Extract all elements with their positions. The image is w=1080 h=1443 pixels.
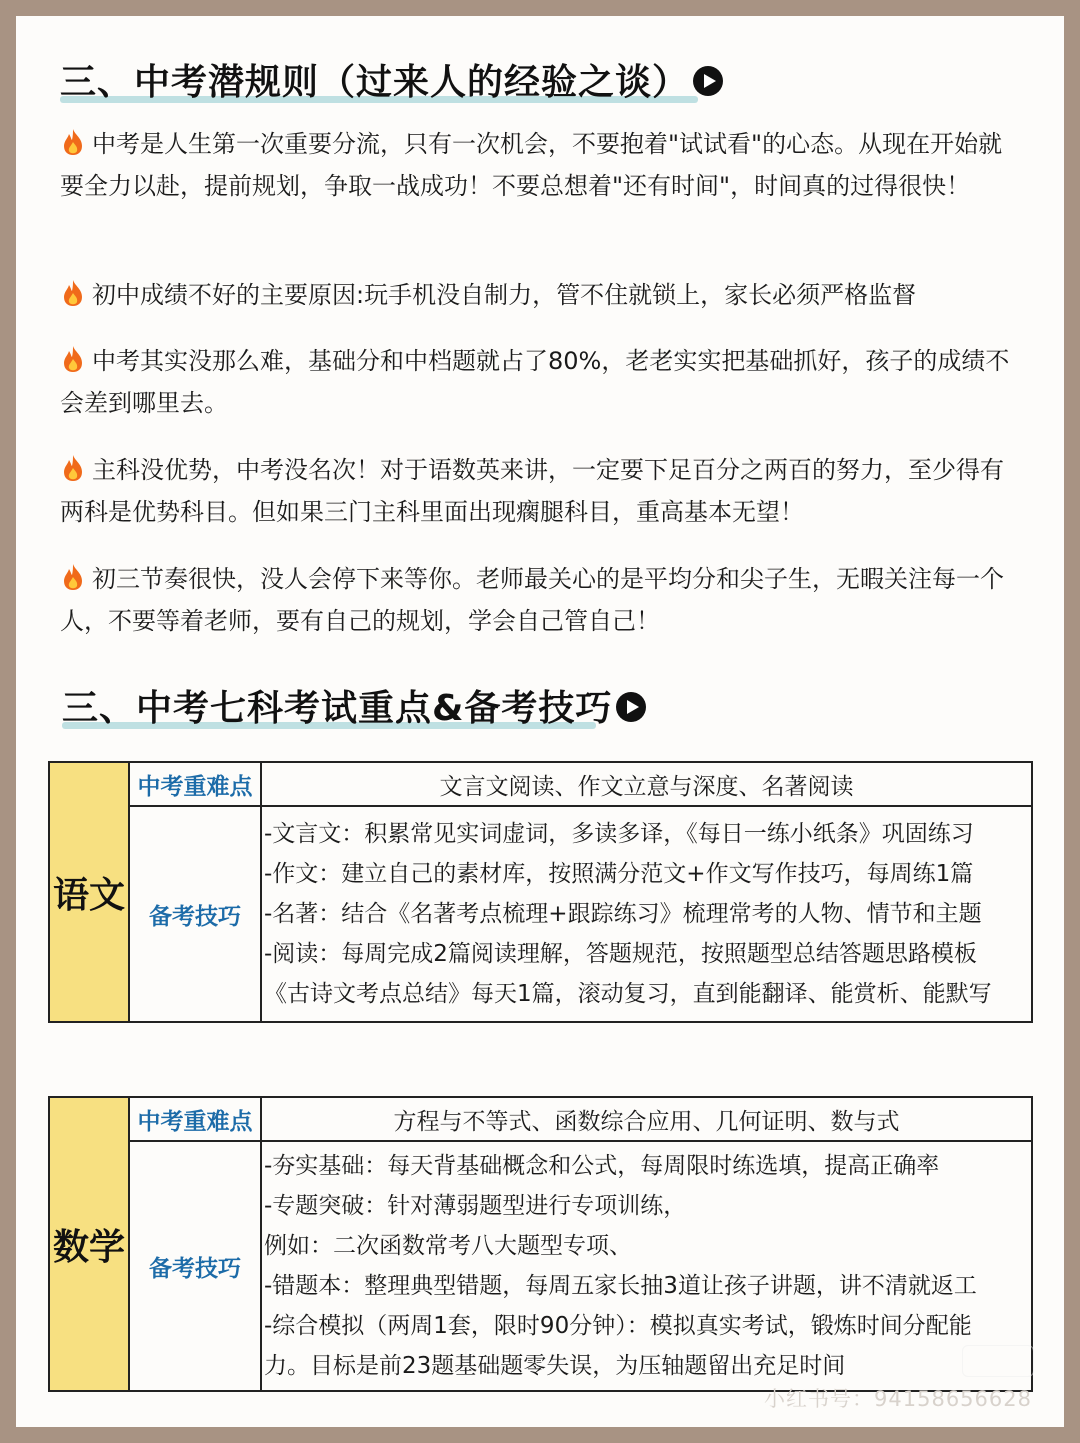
paragraph-3-text: 中考其实没那么难，基础分和中档题就占了80%，老老实实把基础抓好，孩子的成绩不会差到哪里去。 bbox=[60, 347, 1010, 417]
section1-title-text: 三、中考潜规则（过来人的经验之谈） bbox=[60, 62, 690, 103]
focus-label: 中考重难点 bbox=[129, 762, 261, 806]
fire-icon bbox=[60, 345, 86, 373]
tip-line: -文言文：积累常见实词虚词，多读多译，《每日一练小纸条》巩固练习 bbox=[264, 821, 974, 847]
focus-text: 方程与不等式、函数综合应用、几何证明、数与式 bbox=[261, 1097, 1032, 1141]
document-page bbox=[16, 16, 1064, 1427]
tips-list bbox=[261, 806, 1032, 1022]
tip-line: -阅读：每周完成2篇阅读理解，答题规范，按照题型总结答题思路模板 bbox=[264, 941, 977, 967]
tip-line: -专题突破：针对薄弱题型进行专项训练， bbox=[264, 1193, 687, 1219]
tip-line: -夯实基础：每天背基础概念和公式，每周限时练选填，提高正确率 bbox=[264, 1153, 940, 1179]
tip-line: 例如：二次函数常考八大题型专项、 bbox=[264, 1233, 632, 1259]
fire-icon bbox=[60, 454, 86, 482]
tip-line: 力。目标是前23题基础题零失误，为压轴题留出充足时间 bbox=[264, 1353, 846, 1379]
paragraph-5 bbox=[60, 558, 1020, 642]
paragraph-5-text: 初三节奏很快，没人会停下来等你。老师最关心的是平均分和尖子生，无暇关注每一个人，不要等着老师，要有自己的规划，学会自己管自己！ bbox=[60, 565, 1004, 635]
subject-name: 数学 bbox=[49, 1097, 129, 1391]
watermark-logo bbox=[962, 1345, 1034, 1377]
section1-title bbox=[60, 54, 723, 105]
tip-line: -综合模拟（两周1套，限时90分钟）：模拟真实考试，锻炼时间分配能 bbox=[264, 1313, 972, 1339]
tips-list bbox=[261, 1141, 1032, 1391]
tips-label: 备考技巧 bbox=[129, 806, 261, 1022]
tip-line: 《古诗文考点总结》每天1篇，滚动复习，直到能翻译、能赏析、能默写 bbox=[264, 981, 992, 1007]
watermark: 小红书号：94158656628 bbox=[764, 1387, 1032, 1411]
fire-icon bbox=[60, 128, 86, 156]
play-circle-icon bbox=[616, 692, 646, 722]
section2-title bbox=[62, 680, 646, 731]
paragraph-4 bbox=[60, 449, 1020, 533]
paragraph-1-text: 中考是人生第一次重要分流，只有一次机会，不要抱着"试试看"的心态。从现在开始就要全力以赴，提前规划，争取一战成功！不要总想着"还有时间"，时间真的过得很快！ bbox=[60, 130, 1003, 200]
tip-line: -名著：结合《名著考点梳理+跟踪练习》梳理常考的人物、情节和主题 bbox=[264, 901, 982, 927]
paragraph-4-text: 主科没优势，中考没名次！对于语数英来讲，一定要下足百分之两百的努力，至少得有两科是优势科目。但如果三门主科里面出现瘸腿科目，重高基本无望！ bbox=[60, 456, 1004, 526]
fire-icon bbox=[60, 279, 86, 307]
tip-line: -作文：建立自己的素材库，按照满分范文+作文写作技巧，每周练1篇 bbox=[264, 861, 974, 887]
fire-icon bbox=[60, 563, 86, 591]
tips-label: 备考技巧 bbox=[129, 1141, 261, 1391]
tip-line: -错题本：整理典型错题，每周五家长抽3道让孩子讲题，讲不清就返工 bbox=[264, 1273, 977, 1299]
subject-name: 语文 bbox=[49, 762, 129, 1022]
focus-label: 中考重难点 bbox=[129, 1097, 261, 1141]
subject-table-chinese bbox=[48, 761, 1033, 1023]
paragraph-3 bbox=[60, 340, 1020, 424]
focus-text: 文言文阅读、作文立意与深度、名著阅读 bbox=[261, 762, 1032, 806]
section2-title-text: 三、中考七科考试重点&备考技巧 bbox=[62, 688, 613, 729]
paragraph-2 bbox=[60, 274, 1020, 316]
paragraph-1 bbox=[60, 123, 1020, 207]
play-circle-icon bbox=[693, 66, 723, 96]
paragraph-2-text: 初中成绩不好的主要原因:玩手机没自制力，管不住就锁上，家长必须严格监督 bbox=[92, 281, 917, 309]
subject-table-math bbox=[48, 1096, 1033, 1392]
